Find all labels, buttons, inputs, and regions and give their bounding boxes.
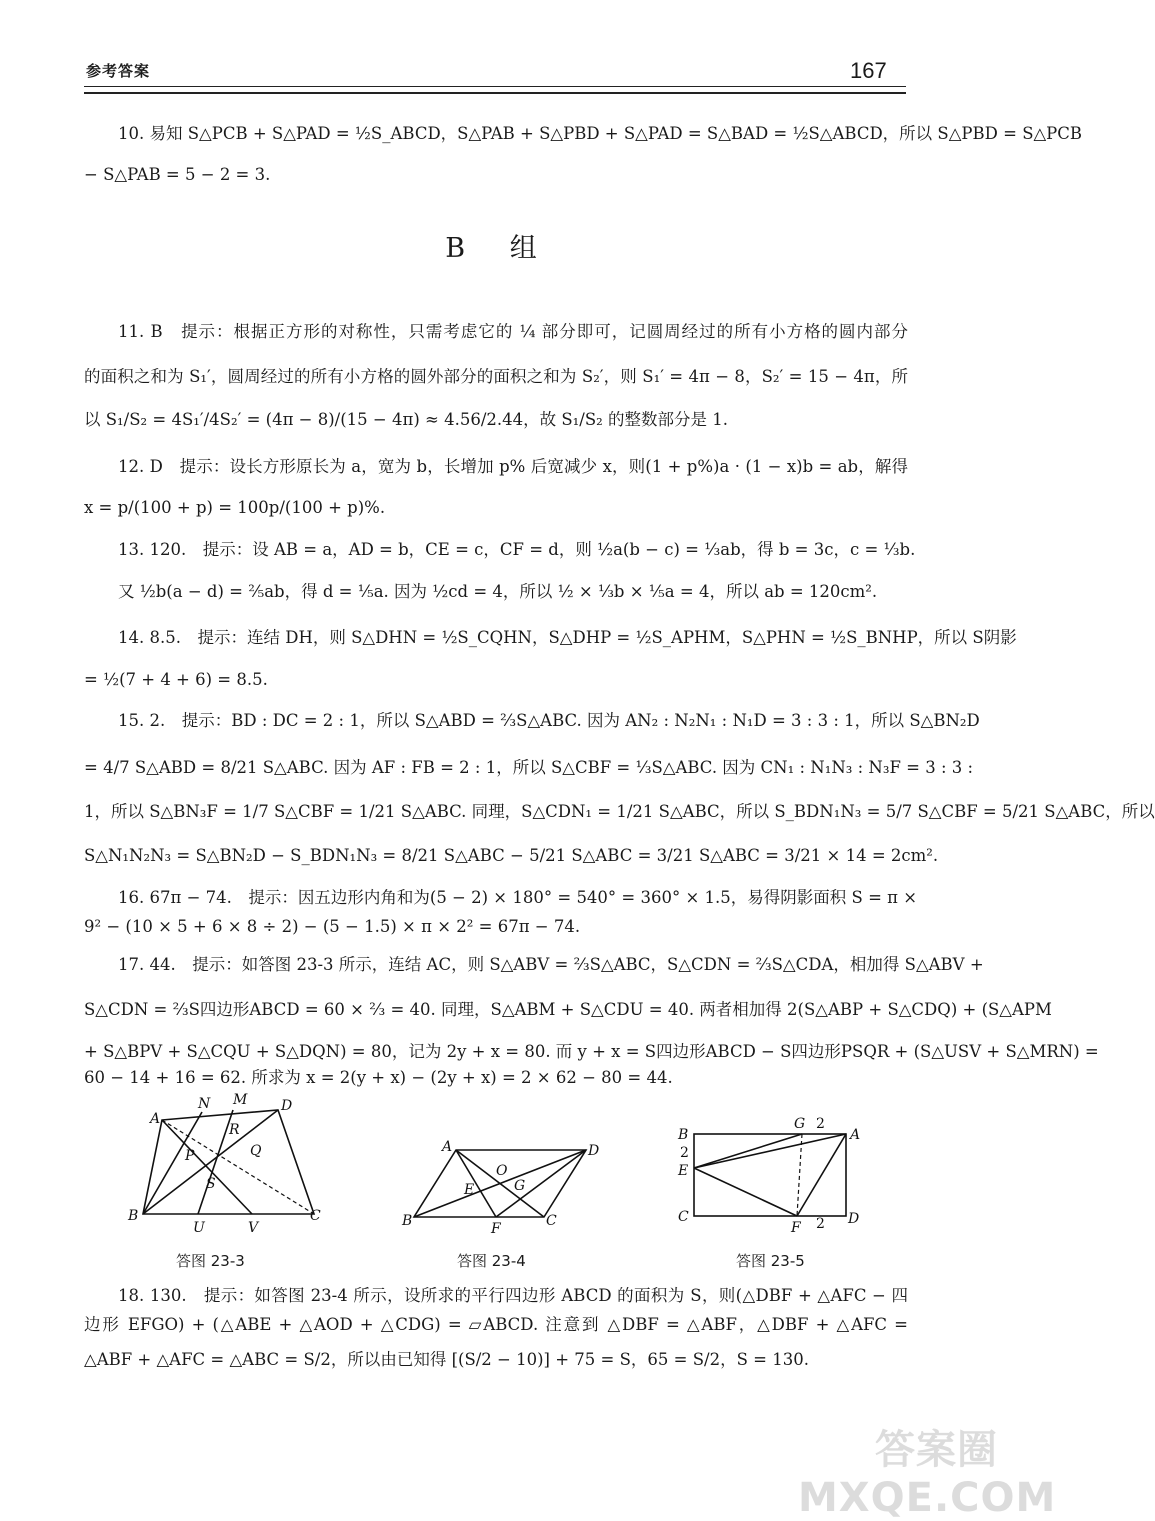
text-line: 11. B 提示：根据正方形的对称性，只需考虑它的 ¼ 部分即可，记圆周经过的所有小方格的圆内部分: [118, 322, 908, 341]
text-line: 60 − 14 + 16 = 62. 所求为 x = 2(y + x) − (2y + x) = 2 × 62 − 80 = 44.: [84, 1068, 673, 1087]
figure-label: Q: [250, 1143, 262, 1159]
watermark: 答案圈 MXQE.COM: [798, 1427, 1057, 1521]
text-line: 17. 44. 提示：如答图 23-3 所示，连结 AC，则 S△ABV = ⅔S△ABC，S△CDN = ⅔S△CDA，相加得 S△ABV +: [118, 955, 984, 974]
figure-label: A: [442, 1139, 453, 1155]
text-line: S△CDN = ⅔S四边形ABCD = 60 × ⅔ = 40. 同理，S△ABM + S△CDU = 40. 两者相加得 2(S△ABP + S△CDQ) + (S△APM: [84, 1000, 1052, 1019]
text-line: = 4/7 S△ABD = 8/21 S△ABC. 因为 AF : FB = 2 : 1，所以 S△CBF = ⅓S△ABC. 因为 CN₁ : N₁N₃ : N₃F = 3 : 3 :: [84, 758, 974, 777]
figure-label: M: [233, 1092, 248, 1108]
figure-label: 2: [816, 1116, 825, 1132]
figure-label: 2: [816, 1216, 825, 1232]
text-line: 又 ½b(a − d) = ⅖ab，得 d = ⅕a. 因为 ½cd = 4，所以 ½ × ⅓b × ⅕a = 4，所以 ab = 120cm².: [118, 582, 878, 601]
text-line: 的面积之和为 S₁′，圆周经过的所有小方格的圆外部分的面积之和为 S₂′，则 S₁′ = 4π − 8，S₂′ = 15 − 4π，所: [84, 367, 908, 386]
text-line: 1，所以 S△BN₃F = 1/7 S△CBF = 1/21 S△ABC. 同理，S△CDN₁ = 1/21 S△ABC，所以 S_BDN₁N₃ = 5/7 S△CBF = 5/21 S△ABC，所以: [84, 802, 1155, 821]
header-rule-thick: [84, 92, 906, 94]
figure-caption: 答图 23-5: [736, 1252, 805, 1270]
text-line: 12. D 提示：设长方形原长为 a，宽为 b，长增加 p% 后宽减少 x，则(1 + p%)a · (1 − x)b = ab，解得: [118, 457, 908, 476]
text-line: 14. 8.5. 提示：连结 DH，则 S△DHN = ½S_CQHN，S△DHP = ½S_APHM，S△PHN = ½S_BNHP，所以 S阴影: [118, 628, 1017, 647]
figure-label: R: [229, 1122, 240, 1138]
figure-label: C: [678, 1209, 689, 1225]
text-line: + S△BPV + S△CQU + S△DQN) = 80，记为 2y + x = 80. 而 y + x = S四边形ABCD − S四边形PSQR + (S△USV + S△MRN) =: [84, 1042, 1099, 1061]
figure-label: E: [464, 1182, 475, 1198]
header-rule-thin: [84, 86, 906, 87]
figure-label: B: [678, 1127, 689, 1143]
figure-label: B: [402, 1213, 413, 1229]
text-line: △ABF + △AFC = △ABC = S/2，所以由已知得 [(S/2 − 10)] + 75 = S，65 = S/2，S = 130.: [84, 1350, 809, 1369]
figure-label: D: [281, 1098, 293, 1114]
figure-label: G: [794, 1116, 806, 1132]
section-heading: B 组: [445, 233, 555, 264]
figure-label: A: [150, 1111, 161, 1127]
figure-label: F: [491, 1221, 501, 1237]
figure-23-3: [118, 1090, 338, 1240]
figure-label: 2: [680, 1145, 689, 1161]
text-line: 9² − (10 × 5 + 6 × 8 ÷ 2) − (5 − 1.5) × π × 2² = 67π − 74.: [84, 917, 581, 936]
text-line: 边形 EFGO) + (△ABE + △AOD + △CDG) = ▱ABCD. 注意到 △DBF = △ABF，△DBF + △AFC =: [84, 1315, 908, 1334]
text-line: 18. 130. 提示：如答图 23-4 所示，设所求的平行四边形 ABCD 的面积为 S，则(△DBF + △AFC − 四: [118, 1286, 908, 1305]
figure-label: F: [791, 1220, 801, 1236]
figure-23-5: [670, 1108, 880, 1238]
text-line: x = p/(100 + p) = 100p/(100 + p)%.: [84, 498, 386, 517]
figure-label: S: [206, 1176, 216, 1192]
running-header-title: 参考答案: [86, 62, 151, 80]
text-line: 13. 120. 提示：设 AB = a，AD = b，CE = c，CF = d，则 ½a(b − c) = ⅓ab，得 b = 3c，c = ⅓b.: [118, 540, 916, 559]
text-line: − S△PAB = 5 − 2 = 3.: [84, 165, 271, 184]
text-line: 10. 易知 S△PCB + S△PAD = ½S_ABCD，S△PAB + S△PBD + S△PAD = S△BAD = ½S△ABCD，所以 S△PBD = S△PCB: [118, 124, 1083, 143]
page-number: 167: [850, 58, 887, 83]
figure-label: B: [128, 1208, 139, 1224]
text-line: 以 S₁/S₂ = 4S₁′/4S₂′ = (4π − 8)/(15 − 4π) ≈ 4.56/2.44，故 S₁/S₂ 的整数部分是 1.: [84, 410, 728, 429]
figure-label: D: [588, 1143, 600, 1159]
text-line: S△N₁N₂N₃ = S△BN₂D − S_BDN₁N₃ = 8/21 S△ABC − 5/21 S△ABC = 3/21 S△ABC = 3/21 × 14 = 2cm².: [84, 846, 939, 865]
text-line: 15. 2. 提示：BD : DC = 2 : 1，所以 S△ABD = ⅔S△ABC. 因为 AN₂ : N₂N₁ : N₁D = 3 : 3 : 1，所以 S△BN₂D: [118, 711, 980, 730]
figure-caption: 答图 23-3: [176, 1252, 245, 1270]
figure-label: D: [848, 1211, 860, 1227]
figure-23-4: [396, 1130, 616, 1240]
figure-label: O: [496, 1163, 508, 1179]
figure-label: U: [193, 1220, 205, 1236]
figure-caption: 答图 23-4: [457, 1252, 526, 1270]
figure-label: A: [850, 1127, 861, 1143]
figure-label: C: [546, 1213, 557, 1229]
figure-label: P: [185, 1148, 195, 1164]
figure-label: C: [310, 1208, 321, 1224]
figure-label: G: [514, 1178, 526, 1194]
figure-label: E: [678, 1163, 689, 1179]
figure-label: N: [198, 1096, 211, 1112]
text-line: 16. 67π − 74. 提示：因五边形内角和为(5 − 2) × 180° = 540° = 360° × 1.5，易得阴影面积 S = π ×: [118, 888, 918, 907]
figure-label: V: [248, 1220, 259, 1236]
text-line: = ½(7 + 4 + 6) = 8.5.: [84, 670, 268, 689]
